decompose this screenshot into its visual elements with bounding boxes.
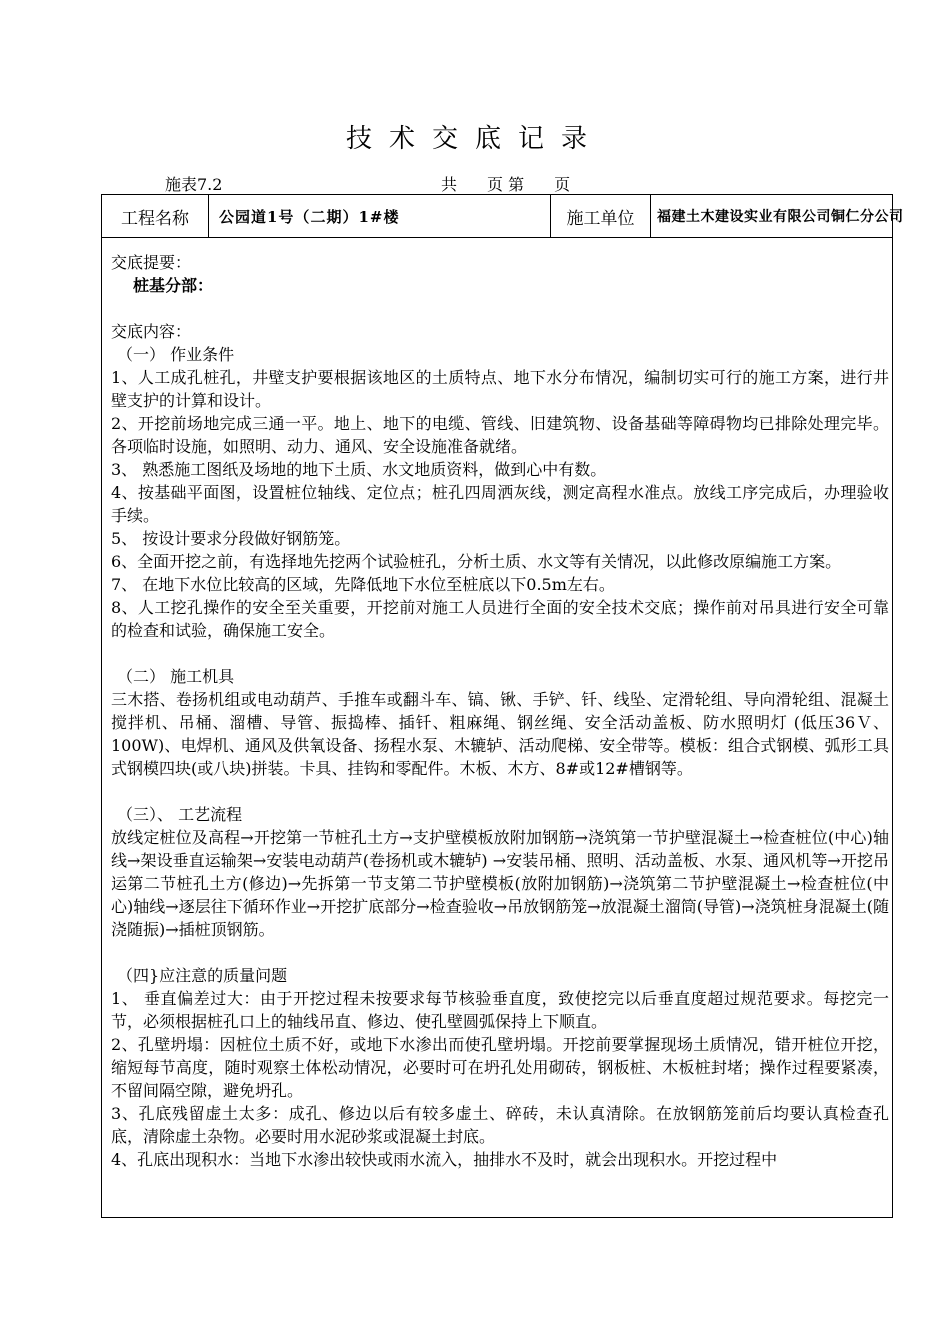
list-item: 6、全面开挖之前，有选择地先挖两个试验桩孔，分析土质、水文等有关情况，以此修改原编施工方案。	[111, 552, 842, 571]
list-item: 1、人工成孔桩孔，井壁支护要根据该地区的土质特点、地下水分布情况，编制切实可行的施工方案，进行井壁支护的计算和设计。	[111, 368, 889, 410]
construction-unit-label: 施工单位	[551, 195, 651, 237]
section-title-conditions: （一） 作业条件	[117, 345, 235, 364]
summary-value: 桩基分部：	[133, 276, 214, 295]
list-item: 4、按基础平面图，设置桩位轴线、定位点；桩孔四周洒灰线，测定高程水准点。放线工序完成后，办理验收手续。	[111, 483, 889, 525]
content-label: 交底内容：	[111, 322, 192, 341]
list-item: 2、开挖前场地完成三通一平。地上、地下的电缆、管线、旧建筑物、设备基础等障碍物均已排除处理完毕。各项临时设施，如照明、动力、通风、安全设施准备就绪。	[111, 414, 889, 456]
list-item: 7、 在地下水位比较高的区域，先降低地下水位至桩底以下0.5m左右。	[111, 575, 615, 594]
section-title-quality: （四}应注意的质量问题	[117, 966, 288, 985]
process-paragraph: 放线定桩位及高程→开挖第一节桩孔土方→支护壁模板放附加钢筋→浇筑第一节护壁混凝土→检查桩位(中心)轴线→架设垂直运输架→安装电动葫芦(卷扬机或木辘轳) →安装吊桶、照明、活动盖板、水泵、通风机等→开挖吊运第二节桩孔土方(修边)→先拆第一节支第二节护壁模板(放附加钢筋)→浇筑第二节护壁混凝土→检查桩位(中心)轴线→逐层往下循环作业→开挖扩底部分→检查验收→吊放钢筋笼→放混凝土溜筒(导管)→浇筑桩身混凝土(随浇随振)→插桩顶钢筋。	[111, 828, 889, 939]
project-name-value: 公园道1号（二期）1#楼	[209, 195, 551, 237]
list-item: 3、 熟悉施工图纸及场地的地下土质、水文地质资料，做到心中有数。	[111, 460, 607, 479]
list-item: 5、 按设计要求分段做好钢筋笼。	[111, 529, 351, 548]
project-name-label: 工程名称	[102, 195, 209, 237]
construction-unit-value: 福建土木建设实业有限公司铜仁分公司	[657, 209, 904, 225]
tools-paragraph: 三木搭、卷扬机组或电动葫芦、手推车或翻斗车、镐、锹、手铲、钎、线坠、定滑轮组、导向滑轮组、混凝土搅拌机、吊桶、溜槽、导管、振捣棒、插钎、粗麻绳、钢丝绳、安全活动盖板、防水照明灯 (低压36Ｖ、100W)、电焊机、通风及供氧设备、扬程水泵、木辘轳、活动爬梯、安全带等。模板：组合式钢模、弧形工具式钢模四块(或八块)拼装。卡具、挂钩和零配件。木板、木方、8#或12#槽钢等。	[111, 690, 889, 778]
page-counter-current: 页 第	[487, 175, 525, 194]
list-item: 3、孔底残留虚土太多：成孔、修边以后有较多虚土、碎砖，未认真清除。在放钢筋笼前后均要认真检查孔底，清除虚土杂物。必要时用水泥砂浆或混凝土封底。	[111, 1104, 889, 1146]
page-counter-total: 共	[441, 175, 458, 194]
page-counter	[441, 172, 600, 195]
list-item: 4、孔底出现积水：当地下水渗出较快或雨水流入，抽排水不及时，就会出现积水。开挖过程中	[111, 1150, 778, 1169]
section-title-tools: （二） 施工机具	[117, 667, 235, 686]
document-title: 技术交底记录	[345, 124, 604, 154]
list-item: 2、孔壁坍塌：因桩位土质不好，或地下水渗出而使孔壁坍塌。开挖前要掌握现场土质情况，错开桩位开挖，缩短每节高度，随时观察土体松动情况，必要时可在坍孔处用砌砖，钢板桩、木板桩封堵；操作过程要紧凑，不留间隔空隙，避免坍孔。	[111, 1035, 889, 1100]
disclosure-body	[111, 251, 889, 1171]
summary-label: 交底提要：	[111, 253, 192, 272]
section-title-process: （三）、 工艺流程	[117, 805, 243, 824]
list-item: 1、 垂直偏差过大：由于开挖过程未按要求每节核验垂直度，致使挖完以后垂直度超过规范要求。每挖完一节，必须根据桩孔口上的轴线吊直、修边、使孔壁圆弧保持上下顺直。	[111, 989, 889, 1031]
form-number: 施表7.2	[165, 175, 223, 194]
list-item: 8、人工挖孔操作的安全至关重要，开挖前对施工人员进行全面的安全技术交底；操作前对吊具进行安全可靠的检查和试验，确保施工安全。	[111, 598, 889, 640]
record-table	[101, 194, 904, 1218]
header-divider	[102, 237, 892, 238]
page-counter-end: 页	[554, 175, 571, 194]
